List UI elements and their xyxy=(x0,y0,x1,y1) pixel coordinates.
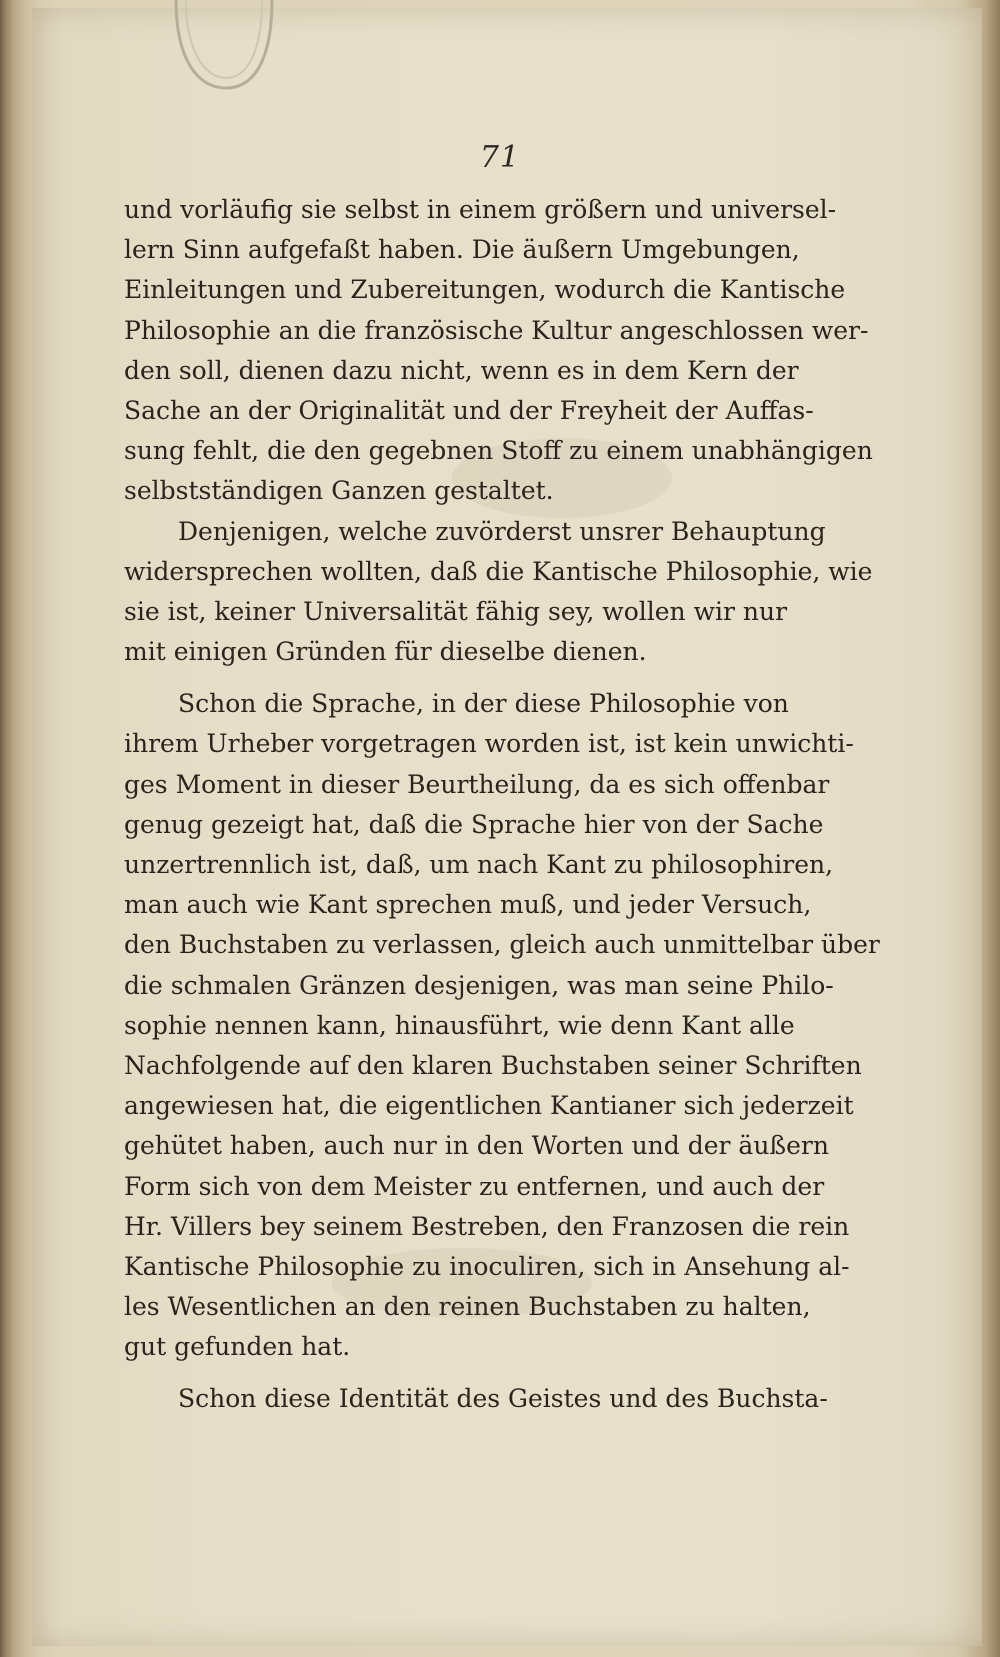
text-line: les Wesentlichen an den reinen Buchstaben zu halten, xyxy=(124,1292,811,1322)
text-line: selbstständigen Ganzen gestaltet. xyxy=(124,476,554,506)
text-line: gehütet haben, auch nur in den Worten und der äußern xyxy=(124,1131,829,1161)
body-text xyxy=(124,190,880,1420)
text-line: Hr. Villers bey seinem Bestreben, den Franzosen die rein xyxy=(124,1211,850,1241)
text-line: genug gezeigt hat, daß die Sprache hier von der Sache xyxy=(124,809,824,839)
text-line: widersprechen wollten, daß die Kantische Philosophie, wie xyxy=(124,556,873,586)
text-line: sophie nennen kann, hinausführt, wie denn Kant alle xyxy=(124,1010,795,1040)
text-line: Schon die Sprache, in der diese Philosophie von xyxy=(178,689,789,719)
text-line: Schon diese Identität des Geistes und des Buchsta- xyxy=(178,1384,828,1414)
text-line: Nachfolgende auf den klaren Buchstaben seiner Schriften xyxy=(124,1050,862,1080)
text-line: Sache an der Originalität und der Freyheit der Auffas- xyxy=(124,395,814,425)
text-line: Denjenigen, welche zuvörderst unsrer Behauptung xyxy=(178,516,826,546)
text-line: den soll, dienen dazu nicht, wenn es in dem Kern der xyxy=(124,355,799,385)
page-number: 71 xyxy=(479,140,521,175)
text-line: Philosophie an die französische Kultur angeschlossen wer- xyxy=(124,315,869,345)
text-line: sie ist, keiner Universalität fähig sey, wollen wir nur xyxy=(124,596,788,626)
text-line: unzertrennlich ist, daß, um nach Kant zu philosophiren, xyxy=(124,850,834,879)
text-line: lern Sinn aufgefaßt haben. Die äußern Umgebungen, xyxy=(124,235,800,265)
text-line: Einleitungen und Zubereitungen, wodurch die Kantische xyxy=(124,275,846,305)
text-line: Form sich von dem Meister zu entfernen, und auch der xyxy=(124,1171,825,1201)
text-line: die schmalen Gränzen desjenigen, was man seine Philo- xyxy=(124,970,834,1000)
text-line: Kantische Philosophie zu inoculiren, sich in Ansehung al- xyxy=(124,1251,850,1281)
text-line: sung fehlt, die den gegebnen Stoff zu einem unabhängigen xyxy=(124,436,873,466)
text-line: angewiesen hat, die eigentlichen Kantianer sich jederzeit xyxy=(124,1091,854,1121)
text-line: und vorläufig sie selbst in einem größern und universel- xyxy=(124,195,837,224)
text-line: ges Moment in dieser Beurtheilung, da es sich offenbar xyxy=(124,769,830,799)
text-line: den Buchstaben zu verlassen, gleich auch unmittelbar über xyxy=(124,930,880,960)
paper-clip-mark xyxy=(168,0,280,92)
text-line: ihrem Urheber vorgetragen worden ist, ist kein unwichti- xyxy=(124,729,854,759)
text-line: gut gefunden hat. xyxy=(124,1332,351,1362)
text-line: man auch wie Kant sprechen muß, und jeder Versuch, xyxy=(124,890,812,920)
text-line: mit einigen Gründen für dieselbe dienen. xyxy=(124,637,647,667)
